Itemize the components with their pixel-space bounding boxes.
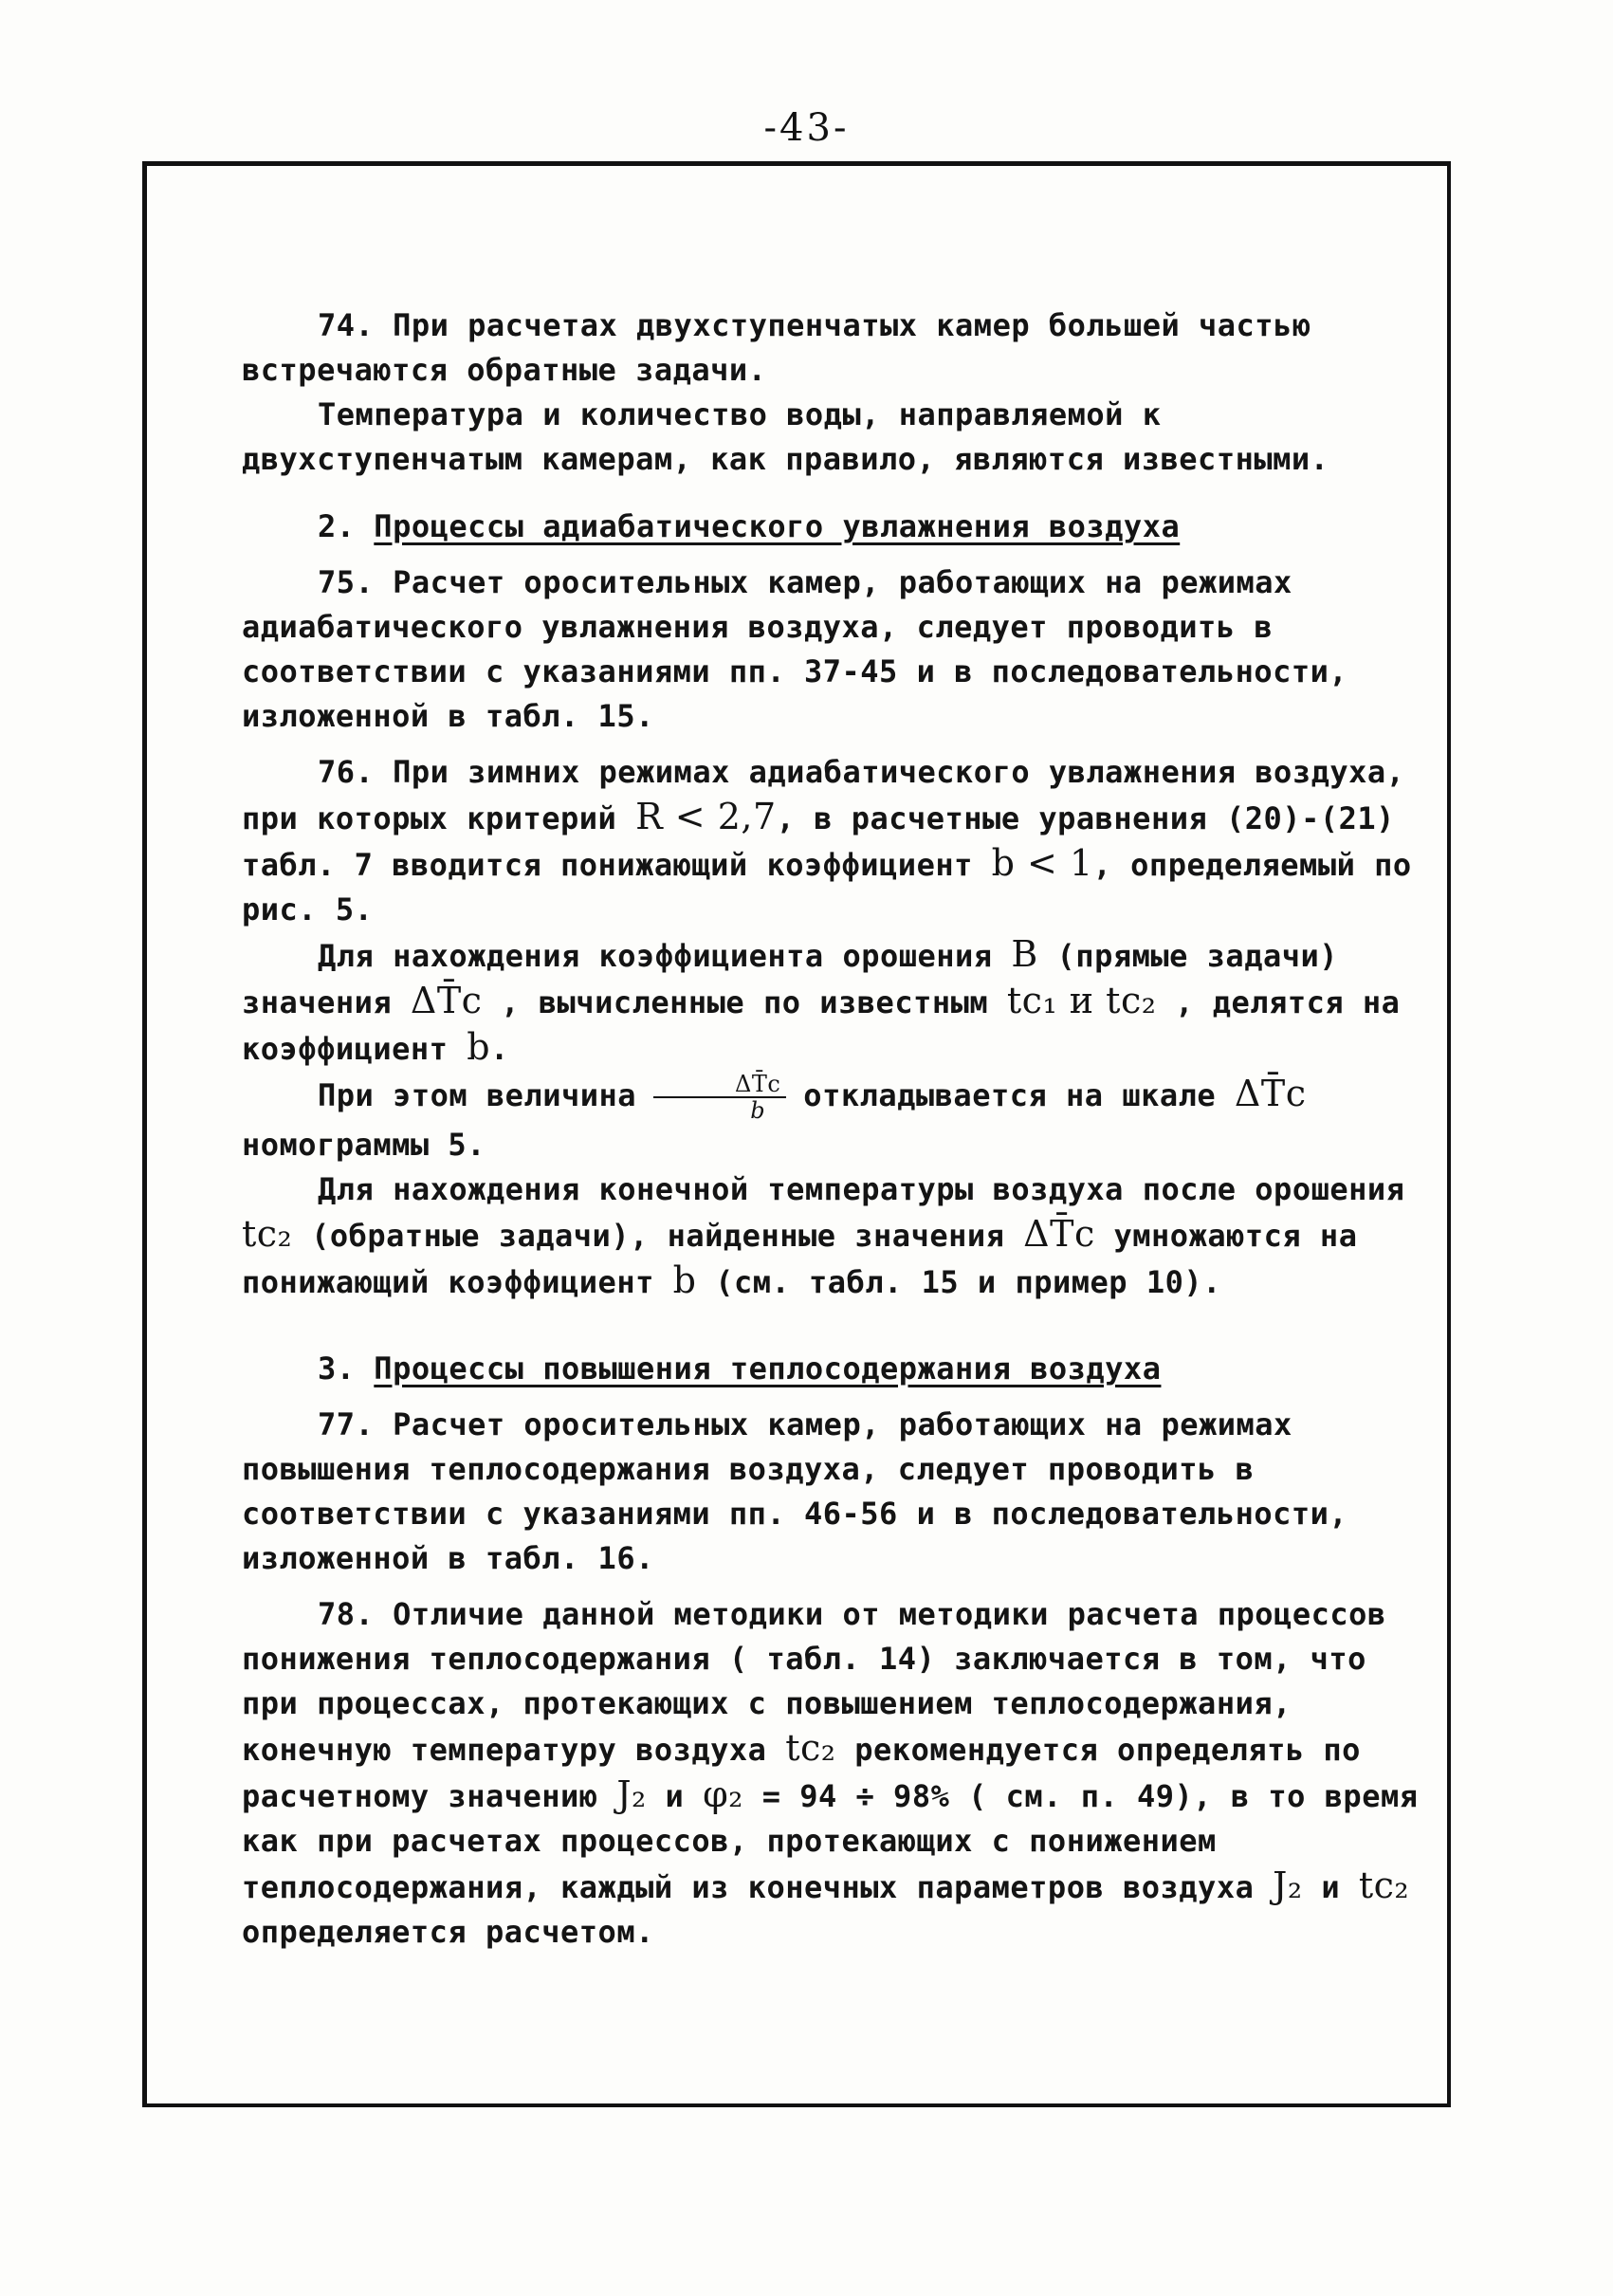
p78-text-4: = 94 ÷ 98% ( см. п. 49), в то время как при расчетах процессов, протекающих с понижением теплосодержания, каждый из конечных параметров воздуха — [242, 1778, 1419, 1905]
section-3-number: 3. — [318, 1350, 375, 1387]
paragraph-78 — [242, 1592, 1437, 1955]
section-3-title: Процессы повышения теплосодержания воздуха — [374, 1350, 1162, 1387]
pb-text-2: (прямые задачи) значения — [242, 938, 1339, 1020]
j2-final: J₂ — [1273, 1864, 1303, 1906]
paragraph-74: 74. При расчетах двухступенчатых камер большей частью встречаются обратные задачи. — [242, 307, 1311, 388]
fraction-numerator: ΔT̄c — [653, 1072, 786, 1098]
p78-text-1: 78. Отличие данной методики от методики расчета процессов понижения теплосодержания ( табл. 14) заключается в том, что при процессах, протекающих с повышением теплосодержания, конечную температуру воздуха — [242, 1596, 1386, 1768]
pc-text-3: номограммы 5. — [242, 1127, 486, 1163]
pb-text-1: Для нахождения коэффициента орошения — [318, 938, 1012, 974]
pc-text-2: откладывается на шкале — [803, 1077, 1235, 1113]
coefficient-B: B — [1011, 933, 1038, 975]
j2: J₂ — [616, 1773, 647, 1815]
paragraph-75: 75. Расчет оросительных камер, работающих на режимах адиабатического увлажнения воздуха, следует проводить в соответствии с указаниями пп. 37-45 и в последовательности, изложенной в табл. 15. — [242, 564, 1348, 734]
paragraph-76 — [242, 750, 1437, 932]
tc1-tc2: tc₁ и tc₂ — [1006, 980, 1157, 1021]
delta-tc-scale: ΔT̄c — [1234, 1073, 1307, 1114]
pd-text-2: (обратные задачи), найденные значения — [292, 1218, 1024, 1254]
criterion-r: R < 2,7 — [635, 796, 777, 837]
coefficient-b-3: b — [672, 1259, 697, 1301]
pd-text-1: Для нахождения конечной температуры воздуха после орошения — [318, 1171, 1405, 1207]
p76-text-1: 76. При зимних режимах адиабатического увлажнения воздуха, при которых критерий — [242, 754, 1405, 836]
paragraph-final-temperature — [242, 1167, 1437, 1305]
p78-text-3: и — [646, 1778, 704, 1814]
fraction-delta-tc-over-b — [653, 1072, 786, 1123]
section-2-title: Процессы адиабатического увлажнения воздуха — [374, 508, 1181, 544]
p78-text-5: и — [1302, 1869, 1359, 1905]
p78-text-2: рекомендуется определять по расчетному значению — [242, 1732, 1361, 1814]
paragraph-74-water: Температура и количество воды, направляемой к двухступенчатым камерам, как правило, являются известными. — [242, 396, 1329, 477]
pd-text-3: умножаются на понижающий коэффициент — [242, 1218, 1358, 1300]
p78-text-6: определяется расчетом. — [242, 1914, 654, 1950]
phi2: φ₂ — [703, 1773, 743, 1815]
coefficient-b: b < 1 — [991, 842, 1093, 884]
section-2-heading — [242, 505, 1437, 549]
section-3-heading — [242, 1347, 1437, 1391]
paragraph-coefficient-b — [242, 932, 1437, 1072]
pb-text-5: . — [490, 1031, 509, 1067]
tc2-final: tc₂ — [1358, 1864, 1410, 1906]
coefficient-b-2: b — [467, 1026, 491, 1068]
paragraph-nomogram — [242, 1072, 1437, 1167]
p76-text-2: , в расчетные уравнения (20)-(21) табл. 7 вводится понижающий коэффициент — [242, 800, 1395, 883]
page-number: -43- — [763, 106, 850, 150]
fraction-denominator: b — [750, 1097, 766, 1124]
p76-text-3: , определяемый по рис. 5. — [242, 847, 1412, 928]
delta-tc: ΔT̄c — [410, 980, 483, 1021]
tc2: tc₂ — [242, 1213, 293, 1255]
pb-text-4: , делятся на коэффициент — [242, 984, 1401, 1067]
paragraph-77: 77. Расчет оросительных камер, работающих на режимах повышения теплосодержания воздуха, следует проводить в соответствии с указаниями пп. 46-56 и в последовательности, изложенной в табл. 16. — [242, 1406, 1348, 1576]
tc2-p78: tc₂ — [785, 1727, 836, 1769]
body-text — [242, 303, 1437, 1955]
pb-text-3: , вычисленные по известным — [482, 984, 1007, 1020]
section-2-number: 2. — [318, 508, 375, 544]
delta-tc-found: ΔT̄c — [1023, 1213, 1095, 1255]
pc-text-1: При этом величина — [318, 1077, 637, 1113]
pd-text-4: (см. табл. 15 и пример 10). — [696, 1264, 1221, 1300]
